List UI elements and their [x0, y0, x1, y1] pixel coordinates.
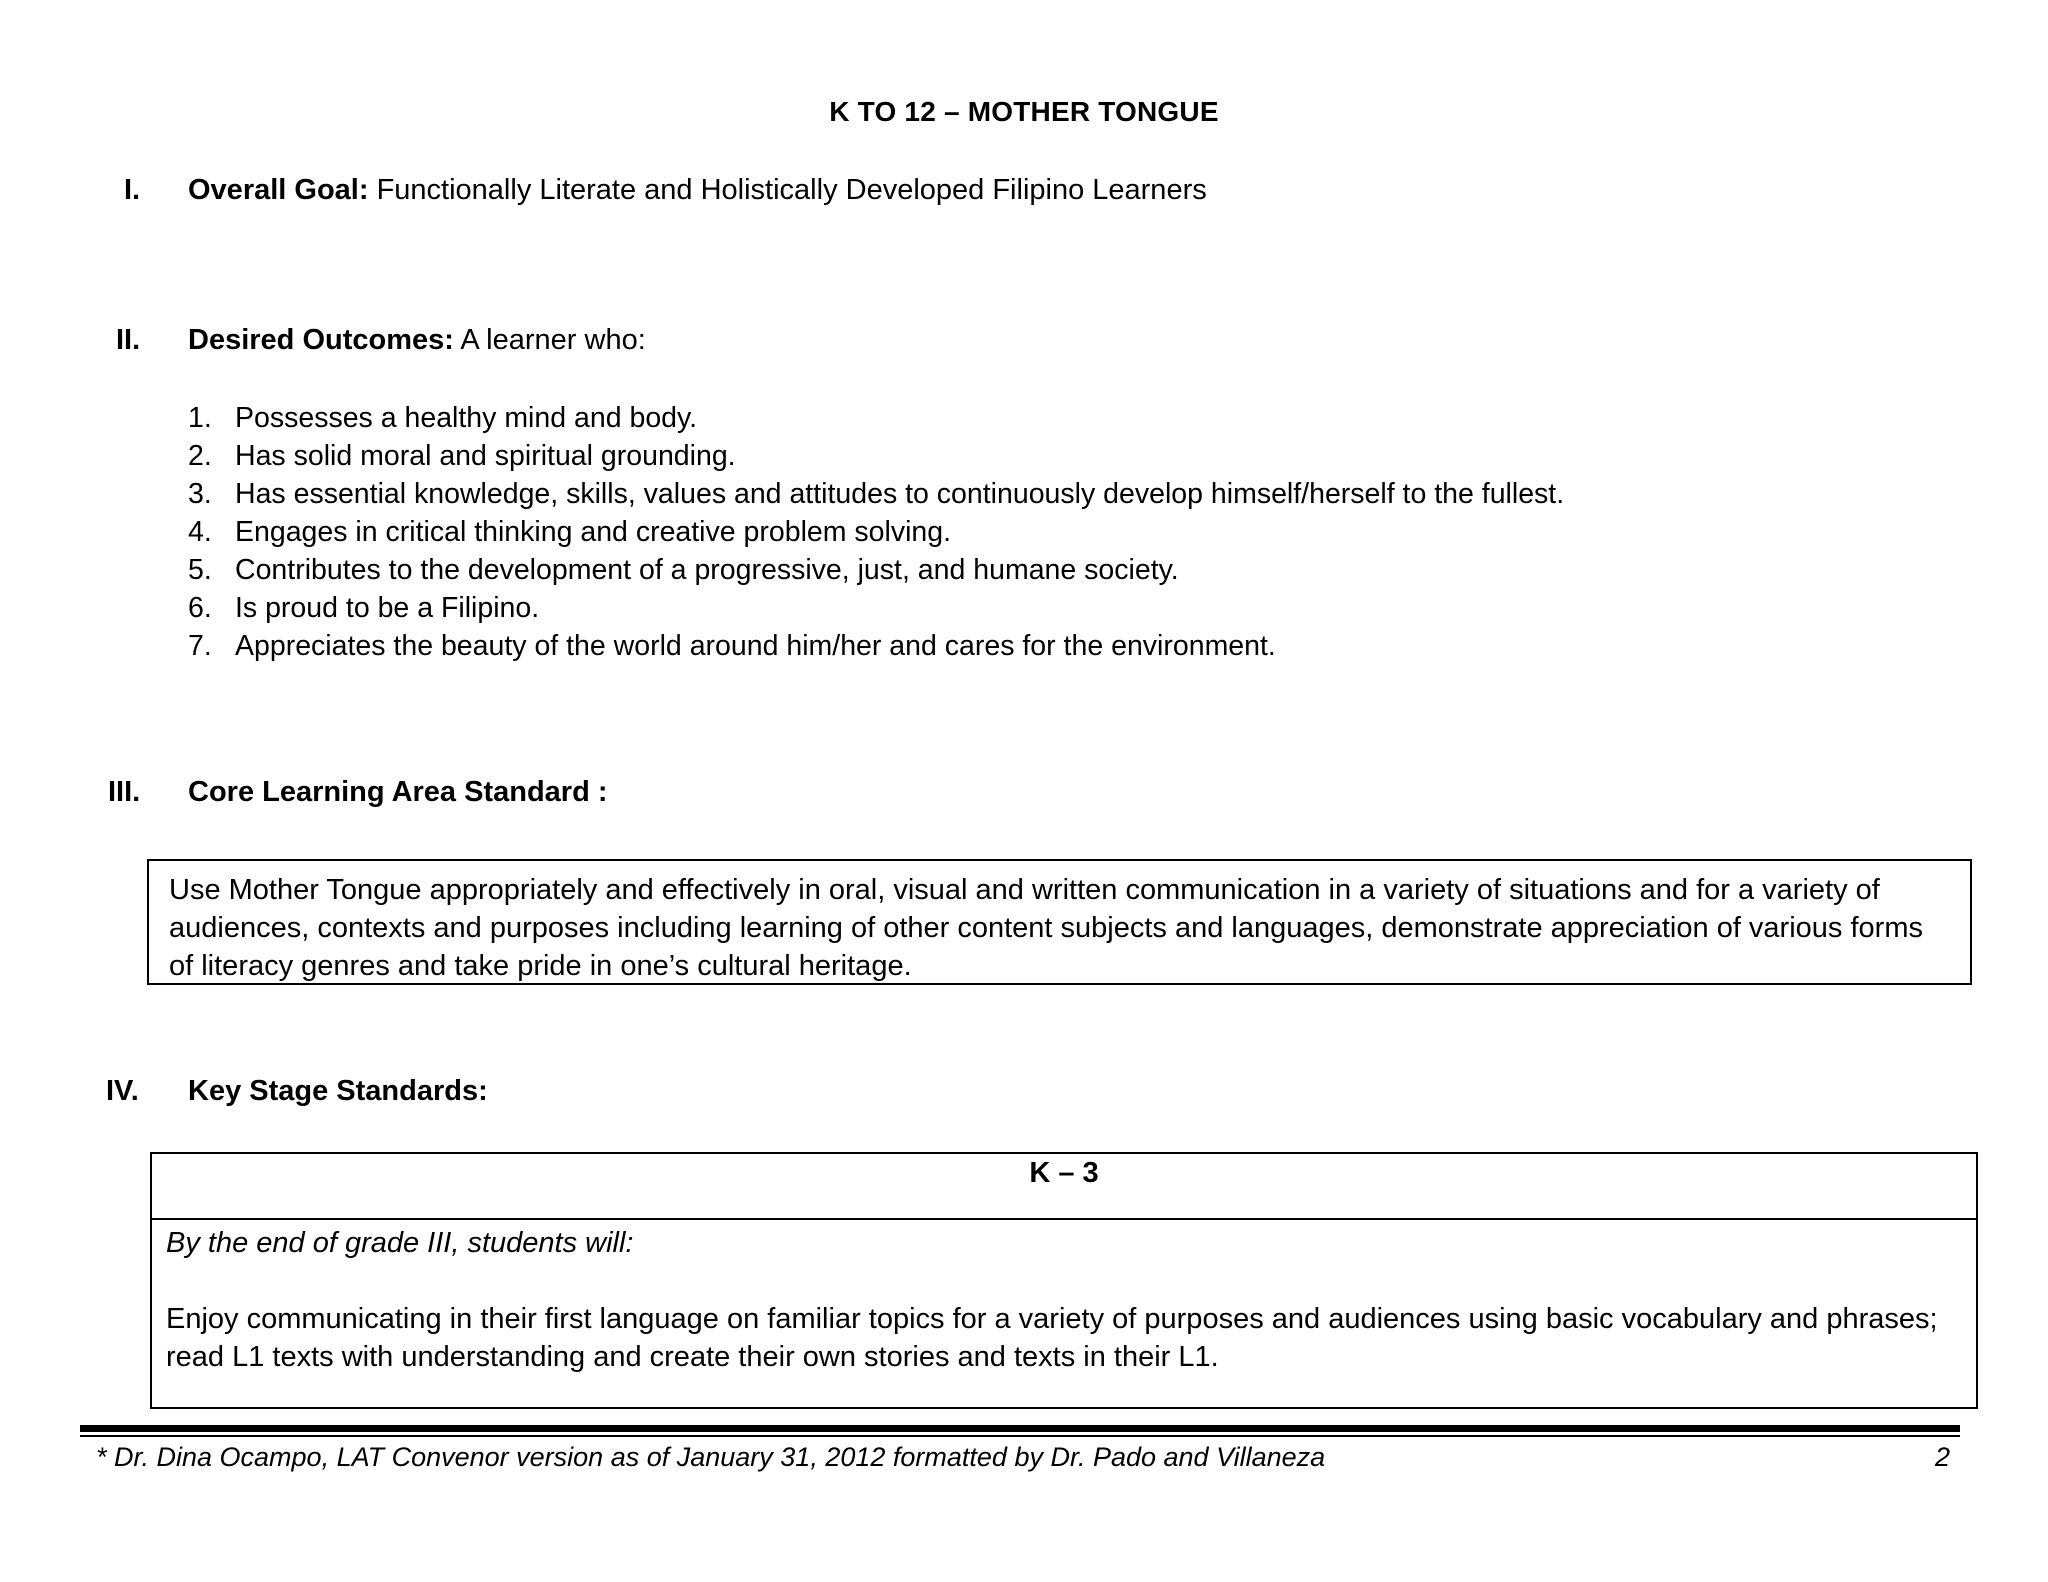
core-standard-box: Use Mother Tongue appropriately and effectively in oral, visual and written communication in a variety of situations and for a variety of audiences, contexts and purposes including learning of other content subjects and languages, demonstrate appreciation of various forms of literacy genres and take pride in one’s cultural heritage. [147, 859, 1972, 985]
footer-divider-thick [80, 1425, 1960, 1432]
list-item [188, 513, 1564, 551]
section-core-standard [188, 776, 608, 809]
list-item [188, 551, 1564, 589]
key-stage-table-body [152, 1220, 1976, 1376]
list-item-number: 3. [188, 478, 212, 510]
section-number-goal: I. [124, 174, 141, 206]
section-desired-outcomes [188, 324, 646, 357]
list-item-number: 5. [188, 554, 212, 586]
key-stage-table-header: K – 3 [152, 1154, 1976, 1220]
section-number-outcomes: II. [116, 324, 141, 356]
overall-goal-label: Overall Goal: [188, 174, 369, 206]
key-stage-intro: By the end of grade III, students will: [166, 1227, 634, 1259]
list-item-number: 7. [188, 630, 212, 662]
list-item-text: Appreciates the beauty of the world around him/her and cares for the environment. [235, 630, 1276, 662]
document-title: K TO 12 – MOTHER TONGUE [829, 96, 1219, 127]
list-item [188, 399, 1564, 437]
outcomes-list [188, 399, 1564, 665]
list-item-text: Contributes to the development of a progressive, just, and humane society. [235, 554, 1179, 586]
list-item-text: Possesses a healthy mind and body. [235, 402, 698, 434]
section-number-core: III. [108, 776, 141, 808]
section-key-stage-standards [188, 1075, 488, 1108]
list-item [188, 627, 1564, 665]
list-item-text: Has essential knowledge, skills, values and attitudes to continuously develop himself/herself to the fullest. [235, 478, 1565, 510]
desired-outcomes-label: Desired Outcomes: [188, 324, 454, 356]
key-stage-label: Key Stage Standards: [188, 1075, 488, 1107]
footer-credit: * Dr. Dina Ocampo, LAT Convenor version as of January 31, 2012 formatted by Dr. Pado and Villaneza [96, 1442, 1326, 1472]
page-number: 2 [1934, 1442, 1950, 1472]
section-overall-goal [188, 174, 1207, 207]
list-item [188, 437, 1564, 475]
overall-goal-text: Functionally Literate and Holistically Developed Filipino Learners [368, 174, 1207, 206]
list-item [188, 475, 1564, 513]
desired-outcomes-text: A learner who: [453, 324, 646, 356]
list-item [188, 589, 1564, 627]
list-item-text: Engages in critical thinking and creative problem solving. [235, 516, 952, 548]
core-standard-label: Core Learning Area Standard : [188, 776, 608, 808]
list-item-text: Is proud to be a Filipino. [235, 592, 540, 624]
section-number-key-stage: IV. [106, 1075, 139, 1107]
key-stage-table [150, 1152, 1978, 1409]
list-item-text: Has solid moral and spiritual grounding. [235, 440, 736, 472]
list-item-number: 6. [188, 592, 212, 624]
list-item-number: 1. [188, 402, 212, 434]
list-item-number: 4. [188, 516, 212, 548]
list-item-number: 2. [188, 440, 212, 472]
key-stage-body-text: Enjoy communicating in their first language on familiar topics for a variety of purposes and audiences using basic vocabulary and phrases; read L1 texts with understanding and create their own stories and texts in their L1. [166, 1303, 1938, 1373]
